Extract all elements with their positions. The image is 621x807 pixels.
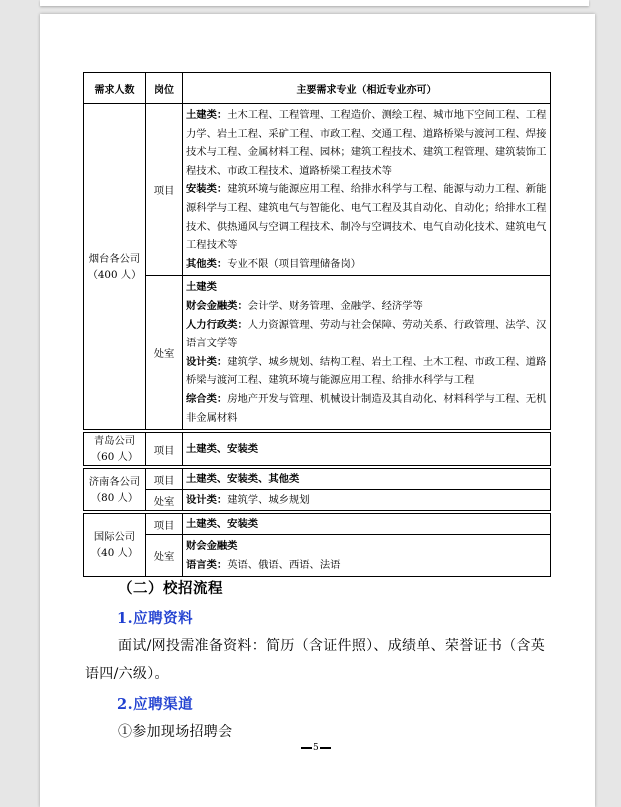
page-number — [300, 743, 332, 753]
position-cell: 项目 — [146, 469, 183, 490]
major-line — [186, 316, 549, 353]
category-label: 安装类： — [186, 183, 228, 196]
majors-cell — [183, 469, 551, 490]
majors-cell — [183, 535, 551, 577]
header-demand-count: 需求人数 — [84, 73, 146, 104]
recruitment-demand-table — [83, 72, 551, 577]
category-label: 土建类、安装类 — [186, 517, 259, 530]
table-row — [84, 514, 551, 535]
major-text: 土木工程、工程管理、工程造价、测绘工程、城市地下空间工程、工程力学、岩土工程、采矿工程、市政工程、交通工程、道路桥梁与渡河工程、焊接技术与工程、金属材料工程、园林；建筑工程技术、建筑工程管理、建筑装饰工程技术、市政工程技术、道路桥梁工程技术等 — [186, 109, 547, 177]
org-count: （80 人） — [90, 491, 139, 504]
table-row — [84, 490, 551, 511]
category-label: 人力行政类： — [186, 318, 248, 331]
org-name: 济南各公司 — [88, 475, 141, 488]
majors-cell — [183, 433, 551, 466]
major-line — [186, 297, 549, 316]
majors-cell — [183, 490, 551, 511]
table-row — [84, 433, 551, 466]
majors-cell — [183, 104, 551, 276]
org-cell-international — [84, 514, 146, 577]
section-title: （二）校招流程 — [118, 580, 223, 597]
category-label: 其他类： — [186, 257, 228, 270]
major-text: 建筑环境与能源应用工程、给排水科学与工程、能源与动力工程、新能源科学与工程、建筑电气与智能化、电气工程及其自动化、自动化；给排水工程技术、供热通风与空调工程技术、制冷与空调技术、电气自动化技术、建筑电气工程技术等 — [186, 183, 547, 252]
position-cell: 项目 — [146, 104, 183, 276]
table-header-row — [84, 73, 551, 104]
table-row — [84, 276, 551, 430]
page-number-value: 5 — [313, 743, 319, 753]
org-count: （40 人） — [90, 547, 139, 560]
category-label: 土建类、安装类、其他类 — [186, 472, 300, 485]
org-name: 青岛公司 — [93, 435, 136, 448]
major-line — [186, 106, 549, 180]
org-name: 国际公司 — [93, 531, 136, 544]
header-majors: 主要需求专业（相近专业亦可） — [183, 73, 551, 104]
subsection-heading-materials: 1.应聘资料 — [117, 610, 194, 627]
previous-page-edge — [40, 0, 589, 6]
category-label: 综合类： — [186, 392, 228, 405]
major-line — [186, 390, 549, 427]
org-name: 烟台各公司 — [88, 252, 141, 265]
major-text: 建筑学、城乡规划、结构工程、岩土工程、土木工程、市政工程、道路桥梁与渡河工程、建筑环境与能源应用工程、给排水科学与工程 — [186, 355, 547, 387]
major-text: 专业不限（项目管理储备岗） — [227, 257, 362, 270]
category-label: 土建类： — [186, 109, 228, 121]
subsection-heading-channels: 2.应聘渠道 — [117, 696, 194, 713]
table-row — [84, 104, 551, 276]
major-text: 人力资源管理、劳动与社会保障、劳动关系、行政管理、法学、汉语言文学等 — [186, 318, 547, 350]
major-line — [186, 180, 549, 254]
category-label: 土建类 — [186, 281, 217, 294]
major-text: 建筑学、城乡规划 — [227, 493, 310, 506]
majors-cell — [183, 514, 551, 535]
paragraph-materials-line1: 面试/网投需准备资料：简历（含证件照）、成绩单、荣誉证书（含英 — [118, 638, 546, 654]
document-page — [40, 14, 595, 807]
category-label: 设计类： — [186, 493, 228, 506]
position-cell: 处室 — [146, 490, 183, 511]
major-line — [186, 537, 549, 556]
category-label: 财会金融类 — [186, 540, 238, 553]
major-text: 房地产开发与管理、机械设计制造及其自动化、材料科学与工程、无机非金属材料 — [186, 392, 547, 424]
category-label: 设计类： — [186, 355, 228, 368]
major-line — [186, 556, 549, 575]
major-text: 英语、俄语、西语、法语 — [227, 558, 341, 571]
header-position: 岗位 — [146, 73, 183, 104]
paragraph-materials-line2: 语四/六级）。 — [85, 666, 169, 682]
org-count: （400 人） — [87, 268, 142, 281]
majors-cell — [183, 276, 551, 430]
table-row — [84, 535, 551, 577]
major-line — [186, 255, 549, 274]
category-label: 语言类： — [186, 558, 228, 571]
org-cell-yantai — [84, 104, 146, 430]
position-cell: 处室 — [146, 535, 183, 577]
org-cell-qingdao — [84, 433, 146, 466]
category-label: 土建类、安装类 — [186, 442, 259, 455]
major-text: 会计学、财务管理、金融学、经济学等 — [247, 299, 423, 312]
major-line — [186, 353, 549, 390]
org-count: （60 人） — [90, 451, 139, 464]
table-row — [84, 469, 551, 490]
position-cell: 处室 — [146, 276, 183, 430]
category-label: 财会金融类： — [186, 299, 248, 312]
position-cell: 项目 — [146, 514, 183, 535]
org-cell-jinan — [84, 469, 146, 511]
major-line — [186, 278, 549, 297]
paragraph-channels: ①参加现场招聘会 — [118, 724, 233, 740]
position-cell: 项目 — [146, 433, 183, 466]
